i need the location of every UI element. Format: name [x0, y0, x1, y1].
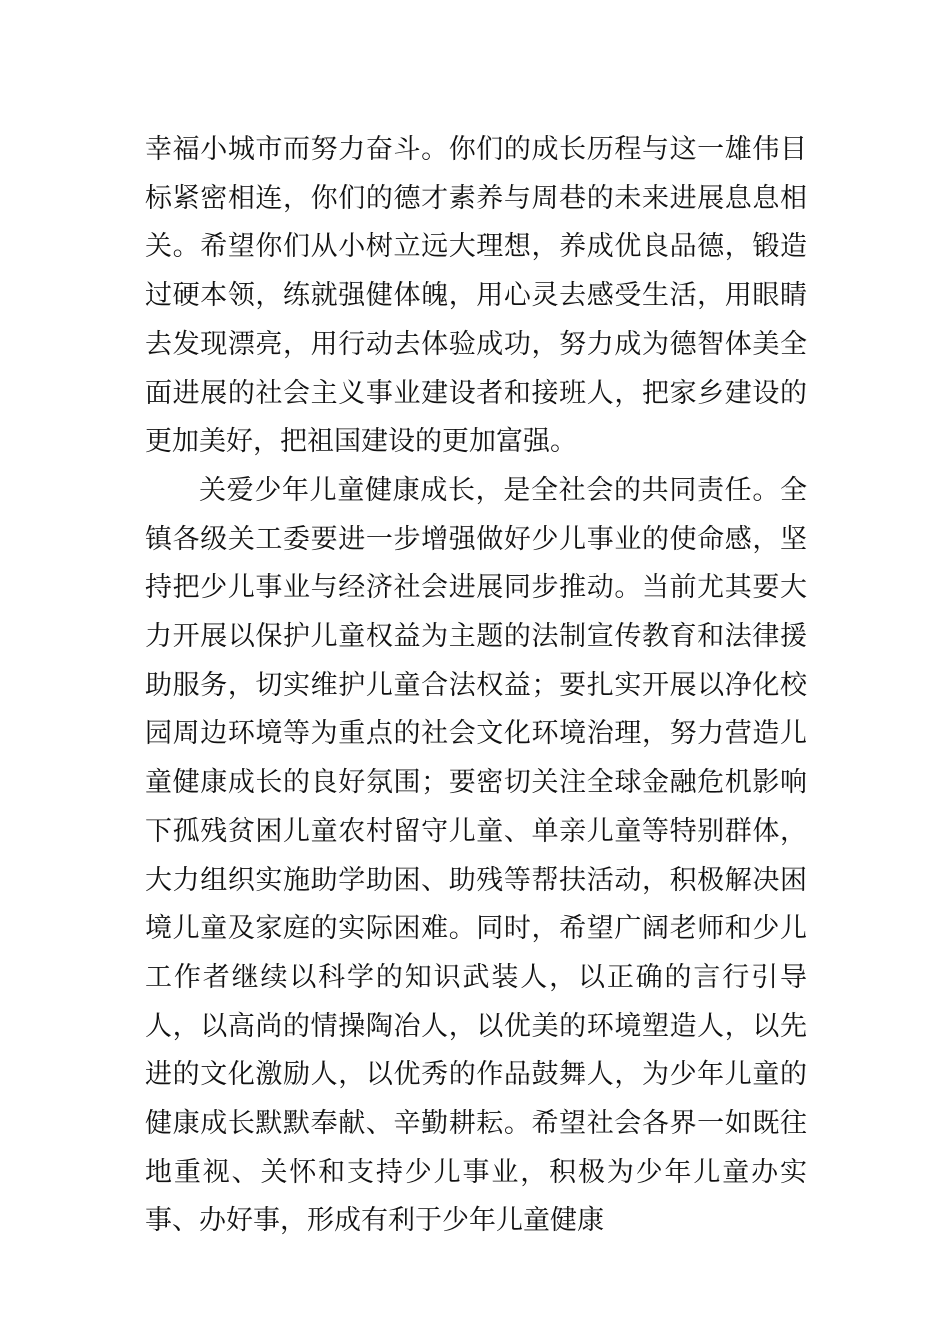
document-body	[145, 126, 807, 1246]
paragraph-2: 关爱少年儿童健康成长，是全社会的共同责任。全镇各级关工委要进一步增强做好少儿事业的使命感，坚持把少儿事业与经济社会进展同步推动。当前尤其要大力开展以保护儿童权益为主题的法制宣传教育和法律援助服务，切实维护儿童合法权益；要扎实开展以净化校园周边环境等为重点的社会文化环境治理，努力营造儿童健康成长的良好氛围；要密切关注全球金融危机影响下孤残贫困儿童农村留守儿童、单亲儿童等特别群体，大力组织实施助学助困、助残等帮扶活动，积极解决困境儿童及家庭的实际困难。同时，希望广阔老师和少儿工作者继续以科学的知识武装人，以正确的言行引导人，以高尚的情操陶冶人，以优美的环境塑造人，以先进的文化激励人，以优秀的作品鼓舞人，为少年儿童的健康成长默默奉献、辛勤耕耘。希望社会各界一如既往地重视、关怀和支持少儿事业，积极为少年儿童办实事、办好事，形成有利于少年儿童健康	[145, 474, 807, 1237]
paragraph-1: 幸福小城市而努力奋斗。你们的成长历程与这一雄伟目标紧密相连，你们的德才素养与周巷的未来进展息息相关。希望你们从小树立远大理想，养成优良品德，锻造过硬本领，练就强健体魄，用心灵去感受生活，用眼睛去发现漂亮，用行动去体验成功，努力成为德智体美全面进展的社会主义事业建设者和接班人，把家乡建设的更加美好，把祖国建设的更加富强。	[145, 134, 807, 458]
